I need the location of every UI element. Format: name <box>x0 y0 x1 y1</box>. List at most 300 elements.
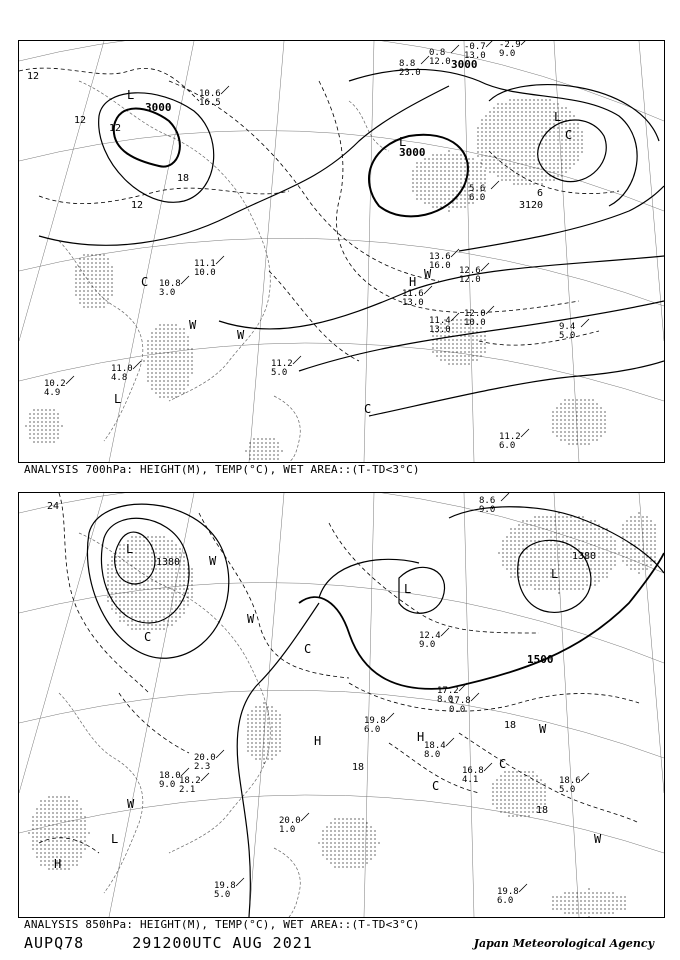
wet-dot <box>32 836 33 837</box>
wet-dot <box>516 795 517 796</box>
wet-dot <box>570 580 571 581</box>
wet-dot <box>564 423 565 424</box>
wet-dot <box>72 804 73 805</box>
wet-dot <box>642 516 643 517</box>
wet-dot <box>564 427 565 428</box>
wet-dot <box>504 771 505 772</box>
wet-dot <box>95 274 96 275</box>
wet-dot <box>187 372 188 373</box>
station-dewpoint-depression: 23.0 <box>399 68 421 78</box>
wet-dot <box>513 139 514 140</box>
wet-dot <box>630 536 631 537</box>
wet-dot <box>452 186 453 187</box>
wet-dot <box>155 384 156 385</box>
wet-dot <box>155 348 156 349</box>
wet-dot <box>526 520 527 521</box>
wet-dot <box>171 572 172 573</box>
wet-dot <box>76 800 77 801</box>
wet-dot <box>592 411 593 412</box>
wet-dot <box>41 441 42 442</box>
wet-dot <box>57 421 58 422</box>
wet-dot <box>510 540 511 541</box>
wet-dot <box>562 568 563 569</box>
wet-dot <box>179 576 180 577</box>
wet-dot <box>598 540 599 541</box>
wet-dot <box>574 524 575 525</box>
wet-dot <box>452 178 453 179</box>
wet-dot <box>480 162 481 163</box>
wet-dot <box>513 131 514 132</box>
wet-dot <box>484 170 485 171</box>
wet-dot <box>263 718 264 719</box>
wet-dot <box>521 139 522 140</box>
wet-dot <box>526 580 527 581</box>
wet-dot <box>497 135 498 136</box>
wet-dot <box>436 162 437 163</box>
wet-dot <box>131 560 132 561</box>
wet-dot <box>444 166 445 167</box>
wet-dot <box>354 854 355 855</box>
wet-dot <box>552 908 553 909</box>
wet-dot <box>545 127 546 128</box>
high-center: H <box>417 730 425 744</box>
wet-dot <box>52 852 53 853</box>
wet-dot <box>271 738 272 739</box>
wind-barb <box>216 256 224 264</box>
wet-dot <box>464 355 465 356</box>
wet-dot <box>103 274 104 275</box>
wet-dot <box>533 155 534 156</box>
wet-dot <box>572 403 573 404</box>
wet-dot <box>500 791 501 792</box>
wet-dot <box>610 548 611 549</box>
wet-dot <box>562 584 563 585</box>
wet-dot <box>533 135 534 136</box>
wet-dot <box>493 143 494 144</box>
wet-dot <box>362 850 363 851</box>
wet-dot <box>588 892 589 893</box>
wet-dot <box>517 159 518 160</box>
wet-dot <box>338 850 339 851</box>
wet-dot <box>549 171 550 172</box>
wet-dot <box>76 812 77 813</box>
wet-dot <box>598 564 599 565</box>
wet-dot <box>572 411 573 412</box>
wet-dot <box>622 548 623 549</box>
wet-dot <box>514 572 515 573</box>
wet-dot <box>444 190 445 191</box>
wind-barb <box>451 45 459 53</box>
wet-dot <box>578 540 579 541</box>
wet-dot <box>481 119 482 120</box>
wet-dot <box>524 815 525 816</box>
wet-dot <box>566 576 567 577</box>
wet-dot <box>538 548 539 549</box>
wet-dot <box>187 604 188 605</box>
wet-dot <box>568 423 569 424</box>
wet-dot <box>139 536 140 537</box>
wet-dot <box>553 163 554 164</box>
wet-dot <box>159 544 160 545</box>
wet-dot <box>516 779 517 780</box>
wet-dot <box>525 127 526 128</box>
wet-dot <box>596 419 597 420</box>
height-label-3000: 3000 <box>451 58 478 71</box>
wet-dot <box>103 266 104 267</box>
wet-dot <box>249 458 250 459</box>
wet-dot <box>541 103 542 104</box>
wet-dot <box>522 584 523 585</box>
wet-dot <box>464 331 465 332</box>
wet-dot <box>75 266 76 267</box>
wet-dot <box>485 139 486 140</box>
warm-center: W <box>247 612 255 626</box>
wet-dot <box>95 298 96 299</box>
wet-dot <box>76 860 77 861</box>
wet-dot <box>546 588 547 589</box>
wet-dot <box>634 540 635 541</box>
wet-dot <box>163 548 164 549</box>
wet-dot <box>534 524 535 525</box>
wet-dot <box>481 163 482 164</box>
wet-dot <box>68 804 69 805</box>
wet-dot <box>594 520 595 521</box>
wet-dot <box>159 376 160 377</box>
wet-dot <box>530 560 531 561</box>
wet-dot <box>537 119 538 120</box>
wet-dot <box>650 540 651 541</box>
wet-dot <box>654 528 655 529</box>
wet-dot <box>155 340 156 341</box>
wet-dot <box>460 198 461 199</box>
wet-dot <box>580 411 581 412</box>
height-label-1380: 1380 <box>572 551 597 562</box>
wet-area-stipple <box>28 512 655 917</box>
wet-dot <box>151 356 152 357</box>
wet-dot <box>72 848 73 849</box>
wet-dot <box>60 844 61 845</box>
wet-dot <box>119 556 120 557</box>
wet-dot <box>64 844 65 845</box>
wet-dot <box>80 832 81 833</box>
wet-dot <box>338 818 339 819</box>
wet-dot <box>139 608 140 609</box>
wet-dot <box>151 384 152 385</box>
wet-dot <box>330 846 331 847</box>
wet-dot <box>342 818 343 819</box>
wet-dot <box>362 822 363 823</box>
wet-dot <box>330 842 331 843</box>
wet-dot <box>477 155 478 156</box>
wet-dot <box>524 799 525 800</box>
wet-dot <box>354 834 355 835</box>
wet-dot <box>261 450 262 451</box>
wet-dot <box>620 904 621 905</box>
wet-dot <box>586 540 587 541</box>
wet-dot <box>279 738 280 739</box>
wet-dot <box>79 294 80 295</box>
wet-dot <box>48 856 49 857</box>
wet-dot <box>481 155 482 156</box>
wet-dot <box>541 143 542 144</box>
wet-dot <box>464 190 465 191</box>
wet-dot <box>155 576 156 577</box>
wet-dot <box>416 190 417 191</box>
wind-barb <box>221 86 229 94</box>
wet-dot <box>175 592 176 593</box>
wet-dot <box>362 846 363 847</box>
wet-dot <box>584 399 585 400</box>
wet-dot <box>509 175 510 176</box>
wet-dot <box>167 344 168 345</box>
wet-dot <box>468 178 469 179</box>
station-temp: 11.2 <box>499 432 521 442</box>
wet-dot <box>36 808 37 809</box>
wind-barb <box>491 181 499 189</box>
wet-dot <box>630 540 631 541</box>
wet-dot <box>52 836 53 837</box>
wet-dot <box>610 564 611 565</box>
wet-dot <box>508 811 509 812</box>
wet-dot <box>83 258 84 259</box>
wet-dot <box>41 433 42 434</box>
wet-dot <box>493 147 494 148</box>
wet-dot <box>634 536 635 537</box>
wet-dot <box>131 604 132 605</box>
wet-dot <box>155 388 156 389</box>
wet-dot <box>49 413 50 414</box>
wet-dot <box>350 822 351 823</box>
wet-dot <box>91 266 92 267</box>
wet-dot <box>634 552 635 553</box>
wet-dot <box>135 536 136 537</box>
wet-dot <box>565 123 566 124</box>
wet-dot <box>533 111 534 112</box>
wet-dot <box>582 564 583 565</box>
wet-dot <box>562 532 563 533</box>
wet-dot <box>588 411 589 412</box>
wet-dot <box>72 812 73 813</box>
wet-dot <box>273 450 274 451</box>
wet-dot <box>103 302 104 303</box>
isotherm-label: 24 <box>47 501 60 512</box>
wet-dot <box>513 107 514 108</box>
wet-dot <box>183 588 184 589</box>
wet-dot <box>342 826 343 827</box>
wet-dot <box>456 331 457 332</box>
wet-dot <box>513 183 514 184</box>
station-temp: 17.8 <box>449 696 471 706</box>
wet-dot <box>570 516 571 517</box>
wet-dot <box>542 584 543 585</box>
wet-dot <box>549 123 550 124</box>
wet-dot <box>326 850 327 851</box>
wet-dot <box>91 278 92 279</box>
wet-dot <box>509 99 510 100</box>
wet-dot <box>79 286 80 287</box>
wet-dot <box>76 824 77 825</box>
wet-dot <box>432 174 433 175</box>
wet-dot <box>75 274 76 275</box>
wet-dot <box>87 306 88 307</box>
wet-dot <box>167 352 168 353</box>
wet-dot <box>279 726 280 727</box>
wet-dot <box>139 616 140 617</box>
wet-dot <box>56 820 57 821</box>
wet-dot <box>533 127 534 128</box>
wet-dot <box>187 336 188 337</box>
wet-dot <box>139 548 140 549</box>
wet-dot <box>570 524 571 525</box>
wet-dot <box>115 612 116 613</box>
wet-dot <box>271 730 272 731</box>
wet-dot <box>338 838 339 839</box>
wet-dot <box>255 758 256 759</box>
wet-dot <box>334 862 335 863</box>
wet-dot <box>72 856 73 857</box>
wet-dot <box>167 584 168 585</box>
wet-dot <box>568 411 569 412</box>
wet-dot <box>183 348 184 349</box>
wet-dot <box>654 544 655 545</box>
wet-dot <box>506 556 507 557</box>
station-dewpoint-depression: 5.0 <box>214 890 231 900</box>
wet-dot <box>183 384 184 385</box>
wet-dot <box>578 564 579 565</box>
wet-dot <box>32 840 33 841</box>
wet-dot <box>630 524 631 525</box>
wet-dot <box>646 520 647 521</box>
wet-dot <box>99 266 100 267</box>
wet-dot <box>480 178 481 179</box>
station-temp: 11.1 <box>194 259 216 269</box>
wet-dot <box>573 147 574 148</box>
wet-dot <box>183 380 184 381</box>
wet-dot <box>529 103 530 104</box>
wet-dot <box>545 123 546 124</box>
wet-dot <box>594 540 595 541</box>
wet-dot <box>562 560 563 561</box>
wet-dot <box>542 524 543 525</box>
wet-dot <box>532 787 533 788</box>
wet-dot <box>534 516 535 517</box>
high-center: H <box>314 734 322 748</box>
wet-dot <box>480 355 481 356</box>
wet-dot <box>460 162 461 163</box>
wet-dot <box>338 834 339 835</box>
station-temp: 8.6 <box>479 496 496 506</box>
wet-dot <box>489 115 490 116</box>
station-temp: 20.0 <box>279 816 301 826</box>
wet-dot <box>448 178 449 179</box>
wet-dot <box>432 178 433 179</box>
wet-dot <box>448 182 449 183</box>
wet-dot <box>574 580 575 581</box>
wet-dot <box>562 564 563 565</box>
wet-dot <box>549 111 550 112</box>
wet-dot <box>576 423 577 424</box>
wet-dot <box>159 592 160 593</box>
wet-dot <box>560 411 561 412</box>
wet-dot <box>350 830 351 831</box>
wet-dot <box>558 576 559 577</box>
wet-dot <box>650 560 651 561</box>
wet-dot <box>580 900 581 901</box>
wet-dot <box>532 771 533 772</box>
wet-dot <box>624 896 625 897</box>
wet-dot <box>549 147 550 148</box>
wet-dot <box>558 568 559 569</box>
wet-dot <box>107 258 108 259</box>
wet-dot <box>606 564 607 565</box>
wet-dot <box>49 429 50 430</box>
wet-dot <box>541 163 542 164</box>
wet-dot <box>602 576 603 577</box>
wet-dot <box>175 364 176 365</box>
wet-dot <box>496 787 497 788</box>
wet-dot <box>322 842 323 843</box>
station-dewpoint-depression: 6.0 <box>499 441 516 451</box>
wet-dot <box>163 624 164 625</box>
wet-dot <box>489 111 490 112</box>
wet-dot <box>350 834 351 835</box>
wet-dot <box>127 624 128 625</box>
wet-dot <box>654 548 655 549</box>
wet-dot <box>448 343 449 344</box>
cold-center: C <box>144 630 152 644</box>
warm-center: W <box>424 267 432 281</box>
wet-dot <box>80 820 81 821</box>
wet-dot <box>537 123 538 124</box>
wet-dot <box>537 103 538 104</box>
wet-dot <box>521 115 522 116</box>
wet-dot <box>553 147 554 148</box>
wet-dot <box>48 868 49 869</box>
wet-dot <box>107 298 108 299</box>
wet-dot <box>534 568 535 569</box>
wet-dot <box>171 620 172 621</box>
wet-dot <box>87 282 88 283</box>
wet-dot <box>626 524 627 525</box>
wet-dot <box>279 746 280 747</box>
wet-dot <box>598 556 599 557</box>
wet-dot <box>91 282 92 283</box>
wet-dot <box>570 564 571 565</box>
wet-dot <box>514 536 515 537</box>
wet-dot <box>99 294 100 295</box>
wet-dot <box>139 588 140 589</box>
wet-dot <box>481 135 482 136</box>
wet-dot <box>576 912 577 913</box>
wet-dot <box>111 576 112 577</box>
wet-dot <box>171 336 172 337</box>
wet-dot <box>259 706 260 707</box>
wet-dot <box>167 604 168 605</box>
wet-dot <box>155 392 156 393</box>
wet-dot <box>554 520 555 521</box>
wet-dot <box>159 596 160 597</box>
wet-dot <box>638 520 639 521</box>
wet-dot <box>532 799 533 800</box>
wet-dot <box>448 186 449 187</box>
wet-dot <box>566 532 567 533</box>
wet-dot <box>358 826 359 827</box>
wet-dot <box>522 532 523 533</box>
wet-dot <box>521 151 522 152</box>
wet-dot <box>107 294 108 295</box>
wet-dot <box>131 580 132 581</box>
wind-barb <box>201 773 209 781</box>
